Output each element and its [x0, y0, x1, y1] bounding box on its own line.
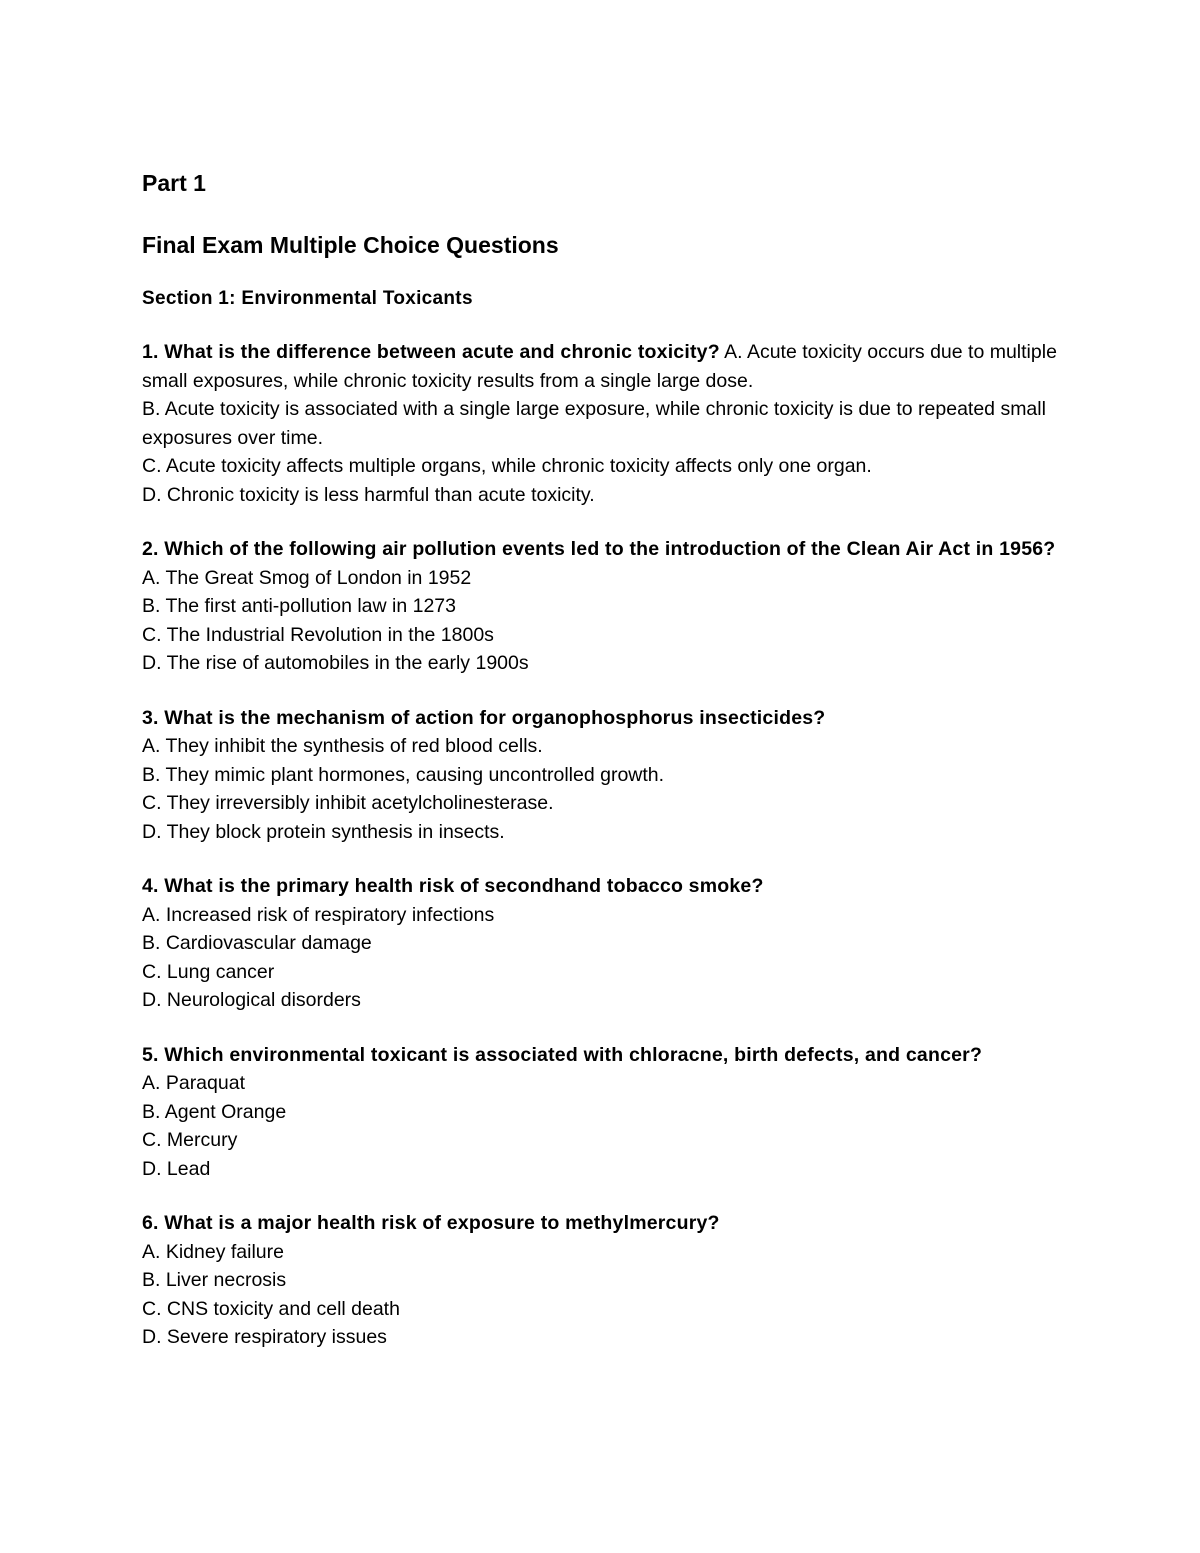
- answer-option: D. Neurological disorders: [142, 989, 361, 1011]
- answer-option: A. Increased risk of respiratory infections: [142, 903, 495, 926]
- question-3: [142, 704, 1072, 847]
- answer-option: B. Cardiovascular damage: [142, 932, 372, 954]
- question-text: 2. Which of the following air pollution events led to the introduction of the Clean Air Act in 1956?: [142, 538, 1056, 560]
- question-6: [142, 1209, 1072, 1352]
- answer-option: D. Chronic toxicity is less harmful than acute toxicity.: [142, 483, 595, 506]
- question-text: 4. What is the primary health risk of secondhand tobacco smoke?: [142, 875, 764, 897]
- question-4: [142, 872, 1072, 1015]
- answer-option: C. Lung cancer: [142, 960, 275, 983]
- answer-option: D. They block protein synthesis in insects.: [142, 820, 505, 843]
- question-1: [142, 338, 1072, 509]
- answer-option: A. The Great Smog of London in 1952: [142, 566, 472, 589]
- answer-option: B. Acute toxicity is associated with a single large exposure, while chronic toxicity is due to repeated small exposures over time.: [142, 398, 1046, 449]
- document-page: [142, 168, 1072, 1352]
- question-text: 6. What is a major health risk of exposure to methylmercury?: [142, 1212, 720, 1234]
- part-title: Part 1: [142, 170, 206, 196]
- answer-option: B. They mimic plant hormones, causing uncontrolled growth.: [142, 763, 665, 786]
- answer-option: C. Mercury: [142, 1129, 238, 1151]
- question-text: 1. What is the difference between acute and chronic toxicity?: [142, 341, 720, 363]
- answer-option: D. The rise of automobiles in the early 1900s: [142, 652, 529, 674]
- answer-option: C. They irreversibly inhibit acetylcholinesterase.: [142, 792, 554, 814]
- answer-option: A. Paraquat: [142, 1072, 245, 1094]
- question-text: 5. Which environmental toxicant is associated with chloracne, birth defects, and cancer?: [142, 1043, 983, 1066]
- answer-option: D. Severe respiratory issues: [142, 1326, 387, 1348]
- exam-title: Final Exam Multiple Choice Questions: [142, 232, 559, 258]
- answer-option: C. The Industrial Revolution in the 1800s: [142, 623, 494, 646]
- question-2: [142, 535, 1072, 678]
- question-5: [142, 1041, 1072, 1184]
- section-title: Section 1: Environmental Toxicants: [142, 288, 473, 309]
- answer-option: A. Kidney failure: [142, 1240, 284, 1263]
- answer-option: C. Acute toxicity affects multiple organs, while chronic toxicity affects only one organ.: [142, 455, 872, 477]
- answer-option: A. They inhibit the synthesis of red blood cells.: [142, 735, 543, 757]
- answer-option: B. Liver necrosis: [142, 1269, 287, 1291]
- answer-option: D. Lead: [142, 1157, 211, 1180]
- answer-option: A. Acute toxicity occurs due to multiple small exposures, while chronic toxicity results from a single large dose.: [142, 341, 1057, 392]
- answer-option: B. The first anti-pollution law in 1273: [142, 595, 456, 617]
- answer-option: C. CNS toxicity and cell death: [142, 1297, 400, 1320]
- question-text: 3. What is the mechanism of action for organophosphorus insecticides?: [142, 706, 826, 729]
- answer-option: B. Agent Orange: [142, 1100, 287, 1123]
